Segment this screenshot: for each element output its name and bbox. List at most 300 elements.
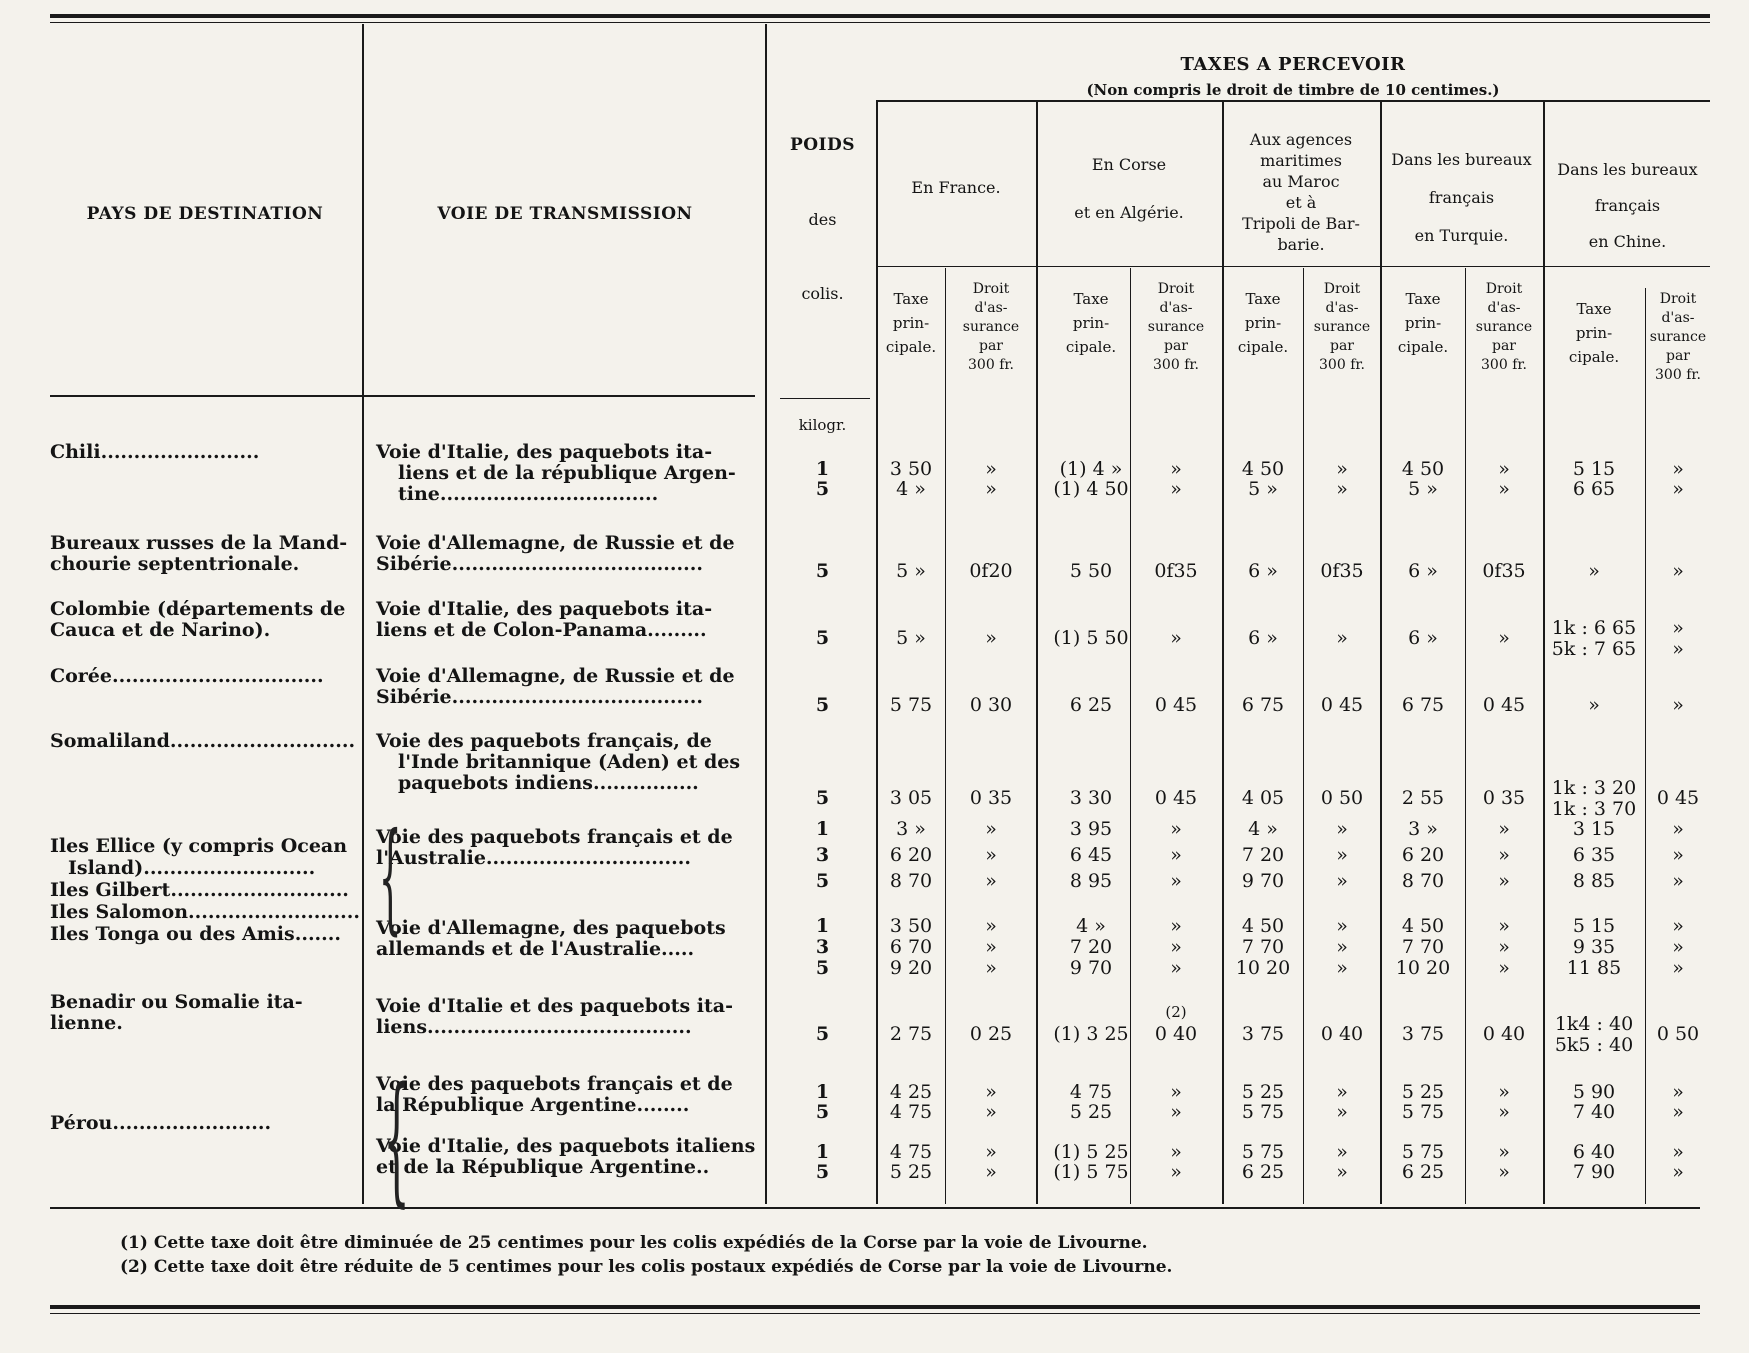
cell-co-t: (1) 4 50 [1053,478,1129,500]
cell-ch-d: » [1672,818,1684,840]
table-bottom-rule [50,1207,1700,1209]
destination-label: Bureaux russes de la Mand- [50,532,348,554]
cell-co-d: » [1170,870,1182,892]
cell-poids: 1 [815,458,830,480]
cell-ch-d: » [1672,617,1684,639]
taxe-header-maroc: Taxe [1245,290,1281,308]
cell-tu-d: » [1498,844,1510,866]
cell-ch-d: 0 45 [1656,787,1700,809]
cell-ma-t: 6 25 [1241,1161,1285,1183]
cell-ch-t: 7 90 [1572,1161,1616,1183]
header-poids-2: des [808,210,837,229]
cell-tu-t: 5 75 [1401,1141,1445,1163]
cell-fr-d: » [985,1161,997,1183]
cell-ma-t: 7 20 [1241,844,1285,866]
droit-header-corse: par [1163,338,1188,354]
cell-ma-d: » [1336,1101,1348,1123]
group-header-maroc: maritimes [1260,151,1342,170]
destination-label: Iles Salomon.......................... [50,901,361,923]
cell-fr-t: 3 » [896,818,926,840]
cell-fr-t: 4 75 [889,1141,933,1163]
cell-poids: 5 [815,1023,830,1045]
cell-ma-d: » [1336,1141,1348,1163]
poids-rule [780,398,870,399]
footnote-ref: (2) [1165,1003,1187,1021]
droit-header-chine: par [1665,348,1690,364]
cell-poids: 5 [815,1101,830,1123]
transmission-route: Voie d'Italie et des paquebots ita- [376,995,733,1017]
transmission-route: Voie des paquebots français et de [376,826,733,848]
transmission-route: Voie des paquebots français, de [376,730,712,752]
top-rule [50,14,1710,18]
cell-tu-t: 6 » [1408,627,1438,649]
cell-ma-t: 7 70 [1241,936,1285,958]
destination-label: Benadir ou Somalie ita- [50,991,303,1013]
cell-co-d: 0f35 [1154,560,1198,582]
cell-ch-d: » [1672,844,1684,866]
destination-label: Cauca et de Narino). [50,619,271,641]
group-header-maroc: barie. [1277,235,1325,254]
cell-co-d: » [1170,936,1182,958]
droit-header-chine: 300 fr. [1655,367,1701,383]
cell-ch-t: 5k : 7 65 [1551,638,1637,660]
taxe-header-turquie: cipale. [1397,338,1449,356]
cell-co-t: (1) 5 25 [1053,1141,1129,1163]
cell-ch-t: 3 15 [1572,818,1616,840]
destination-label: chourie septentrionale. [50,553,300,575]
bottom-rule [50,1305,1700,1309]
cell-fr-t: 5 » [896,560,926,582]
taxes-rule [876,100,1710,102]
cell-co-t: (1) 5 50 [1053,627,1129,649]
destination-label: Iles Tonga ou des Amis....... [50,923,342,945]
droit-header-france: surance [962,319,1020,335]
cell-co-t: 5 25 [1069,1101,1113,1123]
droit-header-turquie: d'as- [1487,300,1521,316]
header-bottom-rule [50,395,755,397]
droit-header-chine: d'as- [1661,310,1695,326]
taxe-header-france: Taxe [893,290,929,308]
cell-tu-d: » [1498,915,1510,937]
cell-co-t: 5 50 [1069,560,1113,582]
cell-ma-t: 10 20 [1235,957,1291,979]
cell-ch-d: » [1672,478,1684,500]
cell-fr-d: » [985,1101,997,1123]
taxe-header-maroc: cipale. [1237,338,1289,356]
cell-tu-t: 6 25 [1401,1161,1445,1183]
cell-ch-t: 5 15 [1572,915,1616,937]
group-header-turquie: Dans les bureaux [1391,150,1532,169]
cell-co-d: » [1170,844,1182,866]
cell-tu-d: » [1498,936,1510,958]
transmission-route: liens et de la république Argen- [398,462,736,484]
cell-poids: 5 [815,560,830,582]
cell-ma-d: » [1336,478,1348,500]
cell-co-t: 9 70 [1069,957,1113,979]
taxe-header-maroc: prin- [1244,314,1282,332]
cell-tu-t: 6 » [1408,560,1438,582]
cell-ma-t: 5 25 [1241,1081,1285,1103]
destination-label: Island).......................... [68,857,316,879]
transmission-route: Voie d'Allemagne, de Russie et de [376,532,735,554]
cell-fr-d: » [985,844,997,866]
header-sub-rule [876,266,1710,267]
group-header-chine: Dans les bureaux [1557,160,1698,179]
unit-label: kilogr. [798,416,847,434]
droit-header-turquie: Droit [1485,281,1523,297]
transmission-route: liens........................................ [376,1016,692,1038]
header-voie: VOIE DE TRANSMISSION [437,204,693,224]
header-poids-1: POIDS [789,135,856,155]
cell-ma-t: 6 75 [1241,694,1285,716]
cell-co-t: (1) 3 25 [1053,1023,1129,1045]
cell-co-d: » [1170,627,1182,649]
cell-ma-d: » [1336,627,1348,649]
sub-col-line [1303,268,1304,1204]
transmission-route: Voie d'Allemagne, des paquebots [376,917,726,939]
transmission-route: tine................................. [398,483,659,505]
droit-header-chine: Droit [1659,291,1697,307]
cell-tu-d: » [1498,870,1510,892]
droit-header-corse: Droit [1157,281,1195,297]
group-header-chine: en Chine. [1588,232,1667,251]
destination-label: Pérou........................ [50,1112,272,1134]
droit-header-maroc: 300 fr. [1319,357,1365,373]
cell-ch-t: 6 35 [1572,844,1616,866]
cell-ch-d: » [1672,638,1684,660]
cell-tu-t: 4 50 [1401,915,1445,937]
cell-fr-t: 8 70 [889,870,933,892]
cell-tu-t: 5 » [1408,478,1438,500]
cell-ch-d: » [1672,694,1684,716]
cell-fr-d: » [985,936,997,958]
cell-ch-t: 11 85 [1566,957,1622,979]
cell-poids: 3 [815,936,830,958]
cell-fr-d: 0 30 [969,694,1013,716]
droit-header-maroc: surance [1313,319,1371,335]
brace-perou: { [383,1058,410,1221]
cell-fr-t: 4 75 [889,1101,933,1123]
cell-ch-d: » [1672,1101,1684,1123]
group-header-turquie: en Turquie. [1414,226,1509,245]
cell-tu-d: » [1498,1081,1510,1103]
cell-fr-d: » [985,870,997,892]
cell-tu-t: 5 25 [1401,1081,1445,1103]
cell-fr-t: 5 75 [889,694,933,716]
group-header-corse: et en Algérie. [1074,203,1184,222]
cell-tu-d: » [1498,627,1510,649]
cell-poids: 1 [815,915,830,937]
cell-ma-d: 0 45 [1320,694,1364,716]
cell-co-d: 0 45 [1154,694,1198,716]
cell-ma-t: 5 75 [1241,1101,1285,1123]
cell-fr-t: 4 25 [889,1081,933,1103]
taxe-header-france: cipale. [885,338,937,356]
cell-fr-d: » [985,915,997,937]
transmission-route: Sibérie...................................... [376,686,703,708]
cell-fr-t: 3 05 [889,787,933,809]
group-header-maroc: et à [1285,193,1317,212]
cell-ma-t: 3 75 [1241,1023,1285,1045]
cell-fr-t: 5 25 [889,1161,933,1183]
cell-ch-t: 1k : 6 65 [1551,617,1637,639]
transmission-route: allemands et de l'Australie..... [376,938,695,960]
cell-ma-d: » [1336,870,1348,892]
cell-ch-t: 7 40 [1572,1101,1616,1123]
transmission-route: liens et de Colon-Panama......... [376,619,707,641]
taxe-header-chine: Taxe [1576,300,1612,318]
cell-fr-d: » [985,818,997,840]
droit-header-turquie: 300 fr. [1481,357,1527,373]
transmission-route: la République Argentine........ [376,1094,690,1116]
cell-ch-d: » [1672,1141,1684,1163]
cell-fr-d: » [985,1081,997,1103]
cell-ma-d: » [1336,818,1348,840]
droit-header-maroc: par [1329,338,1354,354]
transmission-route: Voie d'Italie, des paquebots italiens [376,1135,756,1157]
destination-label: Somaliland............................ [50,730,356,752]
taxe-header-corse: Taxe [1073,290,1109,308]
col-line [362,24,364,1204]
cell-ma-t: 5 75 [1241,1141,1285,1163]
cell-ch-t: » [1588,560,1600,582]
transmission-route: Voie des paquebots français et de [376,1073,733,1095]
cell-co-d: » [1170,957,1182,979]
cell-tu-d: 0f35 [1482,560,1526,582]
cell-co-t: 6 45 [1069,844,1113,866]
cell-tu-t: 5 75 [1401,1101,1445,1123]
cell-tu-d: » [1498,957,1510,979]
group-header-maroc: au Maroc [1262,172,1340,191]
taxe-header-corse: cipale. [1065,338,1117,356]
cell-co-d: » [1170,915,1182,937]
cell-co-t: 7 20 [1069,936,1113,958]
cell-ma-t: 9 70 [1241,870,1285,892]
cell-fr-t: 2 75 [889,1023,933,1045]
transmission-route: l'Inde britannique (Aden) et des [398,751,741,773]
cell-ch-t: » [1588,694,1600,716]
cell-ch-d: » [1672,870,1684,892]
cell-ma-d: » [1336,936,1348,958]
cell-tu-d: 0 35 [1482,787,1526,809]
cell-ch-d: » [1672,915,1684,937]
transmission-route: l'Australie............................... [376,847,691,869]
cell-ch-t: 5 15 [1572,458,1616,480]
cell-ma-d: 0 50 [1320,787,1364,809]
cell-tu-d: » [1498,458,1510,480]
taxes-note: (Non compris le droit de timbre de 10 centimes.) [1086,81,1500,99]
taxe-header-chine: prin- [1575,324,1613,342]
sub-col-line [945,268,946,1204]
cell-ch-t: 5 90 [1572,1081,1616,1103]
cell-ch-d: » [1672,1081,1684,1103]
droit-header-france: Droit [972,281,1010,297]
destination-label: lienne. [50,1012,123,1034]
cell-ch-t: 1k4 : 40 [1554,1013,1634,1035]
cell-fr-t: 3 50 [889,458,933,480]
cell-ch-d: » [1672,936,1684,958]
droit-header-maroc: d'as- [1325,300,1359,316]
cell-co-d: » [1170,1141,1182,1163]
cell-ma-d: » [1336,458,1348,480]
cell-ch-t: 5k5 : 40 [1554,1034,1634,1056]
cell-ma-d: » [1336,844,1348,866]
sub-col-line [1130,268,1131,1204]
cell-fr-t: 6 70 [889,936,933,958]
cell-ch-d: » [1672,458,1684,480]
cell-ma-d: » [1336,915,1348,937]
droit-header-france: d'as- [974,300,1008,316]
cell-poids: 1 [815,818,830,840]
taxe-header-turquie: prin- [1404,314,1442,332]
cell-poids: 1 [815,1081,830,1103]
cell-co-t: 3 30 [1069,787,1113,809]
sub-col-line [1645,288,1646,1204]
cell-tu-d: 0 40 [1482,1023,1526,1045]
cell-ma-d: » [1336,1081,1348,1103]
destination-label: Colombie (départements de [50,598,346,620]
cell-poids: 5 [815,694,830,716]
cell-co-d: 0 45 [1154,787,1198,809]
cell-ma-t: 4 50 [1241,915,1285,937]
cell-ma-t: 6 » [1248,560,1278,582]
destination-label: Iles Gilbert........................... [50,879,349,901]
sub-col-line [1465,268,1466,1204]
droit-header-corse: surance [1147,319,1205,335]
cell-co-d: » [1170,1161,1182,1183]
group-header-maroc: Aux agences [1249,130,1353,149]
transmission-route: Voie d'Italie, des paquebots ita- [376,441,713,463]
cell-tu-d: » [1498,1101,1510,1123]
header-poids-3: colis. [801,284,844,303]
cell-poids: 5 [815,870,830,892]
taxe-header-turquie: Taxe [1405,290,1441,308]
cell-fr-d: » [985,957,997,979]
cell-ch-t: 1k : 3 70 [1551,798,1637,820]
taxe-header-corse: prin- [1072,314,1110,332]
destination-label: Iles Ellice (y compris Ocean [50,835,348,857]
cell-tu-d: » [1498,1141,1510,1163]
group-header-france: En France. [911,178,1001,197]
cell-poids: 1 [815,1141,830,1163]
cell-tu-t: 3 75 [1401,1023,1445,1045]
group-header-corse: En Corse [1091,155,1167,174]
cell-ma-d: » [1336,957,1348,979]
cell-fr-t: 9 20 [889,957,933,979]
cell-tu-t: 8 70 [1401,870,1445,892]
cell-ch-t: 9 35 [1572,936,1616,958]
droit-header-france: par [978,338,1003,354]
droit-header-maroc: Droit [1323,281,1361,297]
transmission-route: Sibérie...................................... [376,553,703,575]
cell-poids: 5 [815,478,830,500]
cell-co-d: » [1170,818,1182,840]
bottom-rule-thin [50,1313,1700,1314]
footnote-1: (1) Cette taxe doit être diminuée de 25 centimes pour les colis expédiés de la Corse par la voie de Livourne. [120,1233,1148,1253]
top-rule-thin [50,22,1710,23]
cell-ch-d: 0 50 [1656,1023,1700,1045]
droit-header-turquie: surance [1475,319,1533,335]
cell-tu-t: 6 20 [1401,844,1445,866]
cell-ch-d: » [1672,1161,1684,1183]
cell-co-t: 4 » [1076,915,1106,937]
cell-co-d: » [1170,478,1182,500]
taxes-title: TAXES A PERCEVOIR [1180,54,1406,75]
brace-ellice: { [378,808,402,947]
destination-label: Corée................................ [50,665,324,687]
cell-ch-d: » [1672,957,1684,979]
cell-ma-t: 4 05 [1241,787,1285,809]
cell-fr-d: » [985,627,997,649]
droit-header-france: 300 fr. [968,357,1014,373]
cell-co-d: 0 40 [1154,1023,1198,1045]
cell-fr-t: 6 20 [889,844,933,866]
cell-poids: 5 [815,957,830,979]
cell-tu-t: 7 70 [1401,936,1445,958]
transmission-route: Voie d'Italie, des paquebots ita- [376,598,713,620]
cell-fr-d: » [985,1141,997,1163]
cell-fr-t: 4 » [896,478,926,500]
cell-ma-t: 4 50 [1241,458,1285,480]
cell-ch-t: 6 65 [1572,478,1616,500]
cell-tu-t: 2 55 [1401,787,1445,809]
group-header-chine: français [1594,196,1661,215]
cell-tu-d: » [1498,478,1510,500]
cell-co-t: 4 75 [1069,1081,1113,1103]
col-line [765,24,767,1204]
cell-poids: 3 [815,844,830,866]
cell-ch-t: 8 85 [1572,870,1616,892]
transmission-route: Voie d'Allemagne, de Russie et de [376,665,735,687]
cell-fr-d: 0 35 [969,787,1013,809]
footnote-2: (2) Cette taxe doit être réduite de 5 centimes pour les colis postaux expédiés de Corse par la voie de Livourne. [120,1257,1173,1277]
droit-header-corse: 300 fr. [1153,357,1199,373]
header-pays: PAYS DE DESTINATION [86,204,324,224]
cell-ch-t: 6 40 [1572,1141,1616,1163]
cell-co-d: » [1170,458,1182,480]
cell-fr-t: 3 50 [889,915,933,937]
cell-tu-d: » [1498,1161,1510,1183]
cell-poids: 5 [815,1161,830,1183]
cell-fr-d: 0f20 [969,560,1013,582]
cell-ma-t: 4 » [1248,818,1278,840]
cell-tu-d: 0 45 [1482,694,1526,716]
cell-poids: 5 [815,627,830,649]
group-header-maroc: Tripoli de Bar- [1242,214,1360,233]
cell-tu-t: 6 75 [1401,694,1445,716]
cell-ma-d: » [1336,1161,1348,1183]
cell-fr-d: » [985,478,997,500]
cell-co-t: (1) 4 » [1059,458,1123,480]
cell-fr-d: » [985,458,997,480]
droit-header-corse: d'as- [1159,300,1193,316]
droit-header-chine: surance [1649,329,1707,345]
transmission-route: et de la République Argentine.. [376,1156,710,1178]
cell-co-d: » [1170,1101,1182,1123]
cell-fr-d: 0 25 [969,1023,1013,1045]
taxe-header-chine: cipale. [1568,348,1620,366]
cell-tu-d: » [1498,818,1510,840]
cell-tu-t: 4 50 [1401,458,1445,480]
transmission-route: paquebots indiens................ [398,772,699,794]
cell-ma-d: 0f35 [1320,560,1364,582]
group-header-turquie: français [1428,188,1495,207]
cell-ch-t: 1k : 3 20 [1551,777,1637,799]
cell-co-t: 8 95 [1069,870,1113,892]
cell-co-d: » [1170,1081,1182,1103]
cell-co-t: 6 25 [1069,694,1113,716]
cell-co-t: (1) 5 75 [1053,1161,1129,1183]
